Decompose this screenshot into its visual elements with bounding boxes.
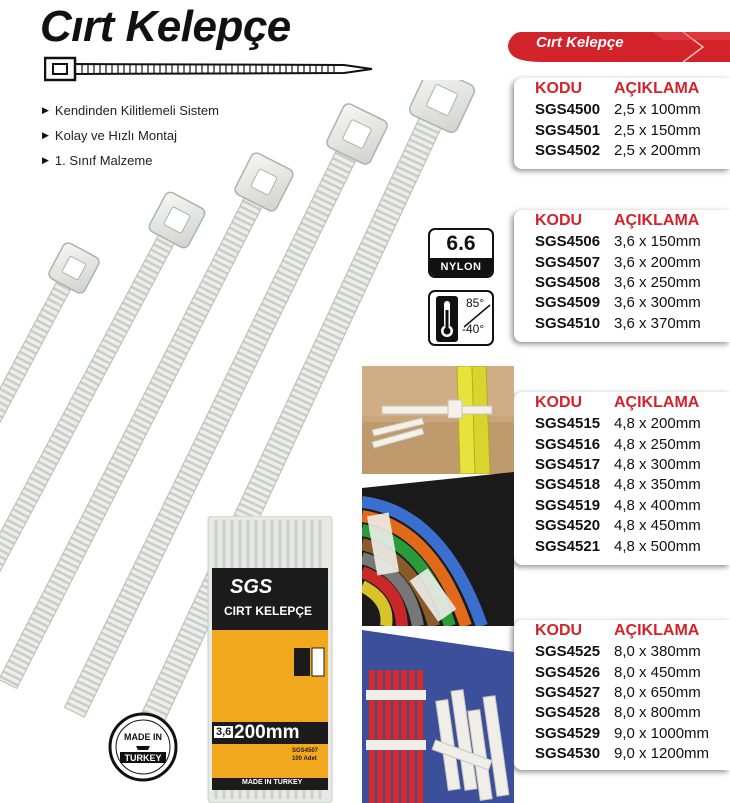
table-row: SGS4506 3,6 x 150mm (535, 233, 701, 251)
triangle-bullet-icon: ▶ (42, 105, 49, 115)
thermometer-icon (436, 296, 458, 342)
table-row: SGS4509 3,6 x 300mm (535, 294, 701, 312)
table-row: SGS4529 9,0 x 1000mm (535, 724, 710, 742)
package-product-name: CIRT KELEPÇE (224, 604, 313, 618)
min-temperature: -40° (462, 322, 485, 336)
banner-label: Cırt Kelepçe (536, 34, 624, 51)
package-length: 200mm (234, 722, 300, 743)
table-row: SGS4528 8,0 x 800mm (535, 704, 701, 722)
nylon-badge (428, 228, 494, 278)
svg-text:MADE IN: MADE IN (124, 732, 162, 742)
table-row: SGS4521 4,8 x 500mm (535, 537, 701, 555)
feature-item: ▶ Kolay ve Hızlı Montaj (42, 128, 178, 143)
package-quantity: 100 Adet (292, 756, 317, 762)
product-package (202, 516, 338, 803)
table-row: SGS4502 2,5 x 200mm (535, 141, 701, 159)
table-row: SGS4515 4,8 x 200mm (535, 415, 701, 433)
svg-text:TURKEY: TURKEY (124, 753, 162, 763)
product-table (514, 210, 730, 342)
table-row: SGS4518 4,8 x 350mm (535, 476, 701, 494)
table-row: SGS4525 8,0 x 380mm (535, 643, 701, 661)
nylon-grade: 6.6 (446, 232, 476, 255)
table-row: SGS4508 3,6 x 250mm (535, 273, 701, 291)
package-width: 3,6 (216, 726, 232, 738)
page-title: Cırt Kelepçe (40, 2, 291, 51)
table-row: SGS4519 4,8 x 400mm (535, 496, 701, 514)
table-header: KODU AÇIKLAMA (535, 212, 700, 229)
table-row: SGS4516 4,8 x 250mm (535, 435, 701, 453)
table-header: KODU AÇIKLAMA (535, 80, 700, 97)
cable-tie-icon (44, 56, 374, 82)
product-table (514, 620, 730, 770)
table-row: SGS4530 9,0 x 1200mm (535, 745, 710, 763)
product-table (514, 392, 730, 565)
table-header: KODU AÇIKLAMA (535, 394, 700, 411)
nylon-label: NYLON (430, 258, 492, 276)
package-code: SGS4507 (292, 748, 319, 754)
application-photo (362, 630, 514, 803)
application-photo (362, 366, 514, 474)
table-row: SGS4507 3,6 x 200mm (535, 253, 701, 271)
table-row: SGS4517 4,8 x 300mm (535, 455, 701, 473)
table-row: SGS4500 2,5 x 100mm (535, 101, 701, 119)
table-row: SGS4520 4,8 x 450mm (535, 517, 701, 535)
table-row: SGS4510 3,6 x 370mm (535, 314, 701, 332)
application-photo (362, 472, 514, 626)
product-table (514, 78, 730, 169)
triangle-bullet-icon: ▶ (42, 130, 49, 140)
package-brand: SGS (230, 576, 273, 598)
table-row: SGS4526 8,0 x 450mm (535, 663, 701, 681)
made-in-turkey-seal (108, 712, 178, 782)
table-row: SGS4527 8,0 x 650mm (535, 683, 701, 701)
feature-item: ▶ Kendinden Kilitlemeli Sistem (42, 103, 219, 118)
table-row: SGS4501 2,5 x 150mm (535, 121, 701, 139)
table-header: KODU AÇIKLAMA (535, 622, 700, 639)
package-made-in: MADE IN TURKEY (242, 779, 303, 786)
feature-item: ▶ 1. Sınıf Malzeme (42, 153, 153, 168)
max-temperature: 85° (466, 296, 485, 310)
triangle-bullet-icon: ▶ (42, 155, 49, 165)
